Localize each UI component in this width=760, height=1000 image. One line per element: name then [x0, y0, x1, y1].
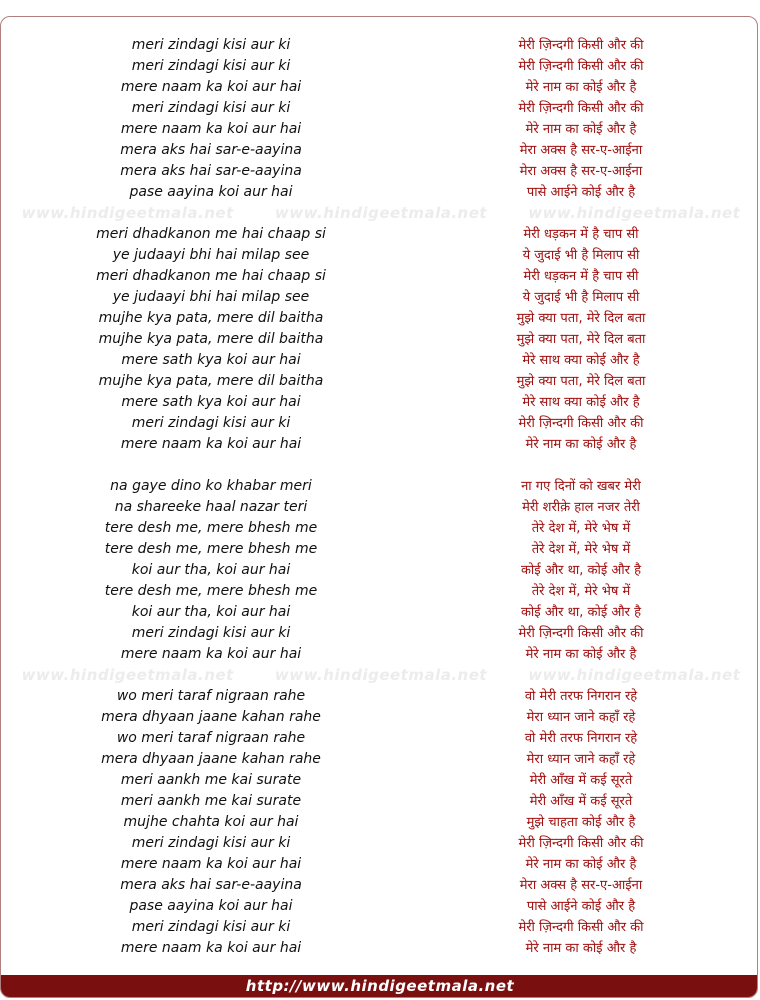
lyric-english: meri zindagi kisi aur ki [131, 58, 291, 74]
lyric-line [1, 308, 758, 329]
stanza-gap [1, 203, 758, 224]
lyric-english: pase aayina koi aur hai [129, 184, 293, 200]
lyric-line [1, 917, 758, 938]
lyric-english: mujhe kya pata, mere dil baitha [98, 310, 324, 326]
lyric-english: wo meri taraf nigraan rahe [116, 730, 306, 746]
lyric-line [1, 728, 758, 749]
lyric-line [1, 518, 758, 539]
lyric-english: mujhe kya pata, mere dil baitha [98, 331, 324, 347]
lyric-hindi: मेरी धड़कन में है चाप सी [523, 269, 639, 284]
lyric-hindi: मेरे नाम का कोई और है [525, 941, 637, 956]
lyric-english: mere naam ka koi aur hai [120, 856, 302, 872]
lyric-hindi: वो मेरी तरफ निगरान रहे [524, 689, 638, 704]
lyric-english: mujhe kya pata, mere dil baitha [98, 373, 324, 389]
lyric-line [1, 833, 758, 854]
lyric-line [1, 329, 758, 350]
lyric-english: tere desh me, mere bhesh me [104, 520, 318, 536]
watermark-row [1, 665, 758, 686]
lyric-english: mere naam ka koi aur hai [120, 121, 302, 137]
lyric-line [1, 539, 758, 560]
lyric-line [1, 644, 758, 665]
lyric-english: mere naam ka koi aur hai [120, 646, 302, 662]
lyric-english: meri zindagi kisi aur ki [131, 37, 291, 53]
lyric-english: meri dhadkanon me hai chaap si [96, 268, 326, 284]
lyric-english: meri zindagi kisi aur ki [131, 919, 291, 935]
lyric-hindi: कोई और था, कोई और है [520, 563, 642, 578]
lyric-line [1, 35, 758, 56]
lyric-hindi: मुझे क्या पता, मेरे दिल बता [516, 374, 646, 389]
lyric-english: mera aks hai sar-e-aayina [120, 877, 302, 893]
lyric-hindi: मेरी ज़िन्दगी किसी और की [518, 101, 644, 116]
lyric-hindi: कोई और था, कोई और है [520, 605, 642, 620]
lyric-english: mere naam ka koi aur hai [120, 79, 302, 95]
lyric-english: wo meri taraf nigraan rahe [116, 688, 306, 704]
lyric-line [1, 119, 758, 140]
lyric-english: meri dhadkanon me hai chaap si [96, 226, 326, 242]
lyric-line [1, 392, 758, 413]
lyric-english: meri aankh me kai surate [120, 793, 302, 809]
lyric-english: ye judaayi bhi hai milap see [112, 247, 310, 263]
lyric-english: mera aks hai sar-e-aayina [120, 142, 302, 158]
lyric-hindi: मेरी आँख में कई सूरते [529, 773, 633, 788]
lyric-english: mere sath kya koi aur hai [121, 352, 301, 368]
lyric-hindi: पासे आईने कोई और है [526, 899, 636, 914]
lyric-english: koi aur tha, koi aur hai [131, 604, 291, 620]
lyric-hindi: मेरे नाम का कोई और है [525, 80, 637, 95]
lyric-hindi: मुझे चाहता कोई और है [526, 815, 636, 830]
lyric-line [1, 371, 758, 392]
lyric-hindi: मेरी ज़िन्दगी किसी और की [518, 59, 644, 74]
stanza-gap [1, 665, 758, 686]
lyric-hindi: मेरी ज़िन्दगी किसी और की [518, 626, 644, 641]
lyric-line [1, 602, 758, 623]
lyric-line [1, 224, 758, 245]
lyric-line [1, 707, 758, 728]
lyric-english: na gaye dino ko khabar meri [110, 478, 312, 494]
lyric-english: meri aankh me kai surate [120, 772, 302, 788]
lyric-hindi: मेरे नाम का कोई और है [525, 437, 637, 452]
lyric-line [1, 182, 758, 203]
lyric-hindi: ये जुदाई भी है मिलाप सी [522, 248, 640, 263]
lyric-line [1, 581, 758, 602]
lyric-hindi: मेरी शरीक़े हाल नजर तेरी [522, 500, 640, 515]
lyric-hindi: मेरी ज़िन्दगी किसी और की [518, 836, 644, 851]
lyric-line [1, 749, 758, 770]
lyric-line [1, 77, 758, 98]
lyric-line [1, 770, 758, 791]
lyric-hindi: मेरा अक्स है सर-ए-आईना [519, 164, 643, 179]
lyric-hindi: वो मेरी तरफ निगरान रहे [524, 731, 638, 746]
lyric-hindi: मेरा अक्स है सर-ए-आईना [519, 143, 643, 158]
lyrics-container [1, 35, 758, 959]
lyric-hindi: मेरा अक्स है सर-ए-आईना [519, 878, 643, 893]
lyric-english: mera dhyaan jaane kahan rahe [101, 751, 321, 767]
watermark-text: www.hindigeetmala.net [274, 204, 488, 222]
lyric-line [1, 875, 758, 896]
watermark-row [1, 203, 758, 224]
lyric-hindi: मेरा ध्यान जाने कहाँ रहे [526, 710, 636, 725]
watermark-text: www.hindigeetmala.net [274, 666, 488, 684]
lyric-line [1, 560, 758, 581]
lyric-line [1, 623, 758, 644]
lyric-english: mera aks hai sar-e-aayina [120, 163, 302, 179]
lyric-hindi: मेरे नाम का कोई और है [525, 857, 637, 872]
lyrics-frame [0, 16, 758, 998]
watermark-text: www.hindigeetmala.net [21, 204, 234, 222]
lyric-english: pase aayina koi aur hai [129, 898, 293, 914]
lyric-english: mere sath kya koi aur hai [121, 394, 301, 410]
lyric-hindi: पासे आईने कोई और है [526, 185, 636, 200]
lyric-english: mere naam ka koi aur hai [120, 940, 302, 956]
lyric-line [1, 896, 758, 917]
lyric-hindi: तेरे देश में, मेरे भेष में [531, 542, 631, 557]
lyric-line [1, 245, 758, 266]
lyric-english: mera dhyaan jaane kahan rahe [101, 709, 321, 725]
lyric-hindi: मेरा ध्यान जाने कहाँ रहे [526, 752, 636, 767]
lyric-line [1, 413, 758, 434]
watermark-text: www.hindigeetmala.net [528, 666, 741, 684]
lyric-hindi: मेरे साथ क्या कोई और है [522, 395, 640, 410]
lyric-hindi: तेरे देश में, मेरे भेष में [531, 521, 631, 536]
stanza-gap [1, 455, 758, 476]
lyric-english: tere desh me, mere bhesh me [104, 541, 318, 557]
lyric-hindi: ना गए दिनों को खबर मेरी [521, 479, 641, 494]
lyric-line [1, 476, 758, 497]
lyric-line [1, 140, 758, 161]
lyric-hindi: मेरी ज़िन्दगी किसी और की [518, 920, 644, 935]
lyric-hindi: मेरी ज़िन्दगी किसी और की [518, 38, 644, 53]
lyric-line [1, 434, 758, 455]
lyric-line [1, 497, 758, 518]
lyric-english: meri zindagi kisi aur ki [131, 625, 291, 641]
lyric-english: mujhe chahta koi aur hai [123, 814, 299, 830]
lyric-line [1, 812, 758, 833]
lyric-english: koi aur tha, koi aur hai [131, 562, 291, 578]
watermark-text: www.hindigeetmala.net [21, 666, 234, 684]
footer-url[interactable]: http://www.hindigeetmala.net [1, 975, 758, 997]
lyric-line [1, 938, 758, 959]
lyric-line [1, 287, 758, 308]
lyric-line [1, 161, 758, 182]
lyric-line [1, 350, 758, 371]
lyric-hindi: मेरे नाम का कोई और है [525, 647, 637, 662]
lyric-line [1, 98, 758, 119]
lyric-hindi: मुझे क्या पता, मेरे दिल बता [516, 311, 646, 326]
lyric-line [1, 686, 758, 707]
lyric-hindi: ये जुदाई भी है मिलाप सी [522, 290, 640, 305]
lyric-english: meri zindagi kisi aur ki [131, 835, 291, 851]
lyric-hindi: मेरी धड़कन में है चाप सी [523, 227, 639, 242]
lyric-line [1, 854, 758, 875]
lyric-hindi: मेरे नाम का कोई और है [525, 122, 637, 137]
lyric-hindi: मेरी आँख में कई सूरते [529, 794, 633, 809]
lyric-line [1, 791, 758, 812]
lyric-english: na shareeke haal nazar teri [114, 499, 308, 515]
lyric-hindi: मेरी ज़िन्दगी किसी और की [518, 416, 644, 431]
watermark-text: www.hindigeetmala.net [528, 204, 741, 222]
lyric-hindi: मेरे साथ क्या कोई और है [522, 353, 640, 368]
lyric-english: meri zindagi kisi aur ki [131, 415, 291, 431]
lyric-hindi: तेरे देश में, मेरे भेष में [531, 584, 631, 599]
lyric-hindi: मुझे क्या पता, मेरे दिल बता [516, 332, 646, 347]
lyric-line [1, 56, 758, 77]
lyric-line [1, 266, 758, 287]
lyric-english: mere naam ka koi aur hai [120, 436, 302, 452]
lyric-english: tere desh me, mere bhesh me [104, 583, 318, 599]
lyric-english: meri zindagi kisi aur ki [131, 100, 291, 116]
lyric-english: ye judaayi bhi hai milap see [112, 289, 310, 305]
